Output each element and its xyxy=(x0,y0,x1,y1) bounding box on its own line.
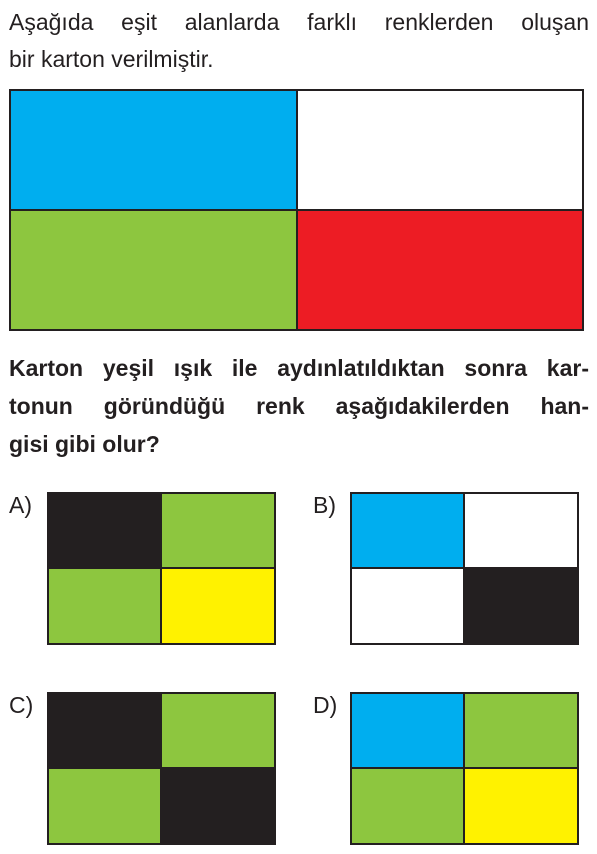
carton-top-right-cell xyxy=(298,91,582,211)
question-line-1: Karton yeşil ışık ile aydınlatıldıktan sonra kar- xyxy=(9,355,589,381)
option-b-top-right-cell xyxy=(465,494,577,569)
option-d-top-right-cell xyxy=(465,694,577,769)
option-a-top-right-cell xyxy=(162,494,274,569)
option-c-grid[interactable] xyxy=(47,692,276,845)
option-c-label[interactable]: C) xyxy=(9,692,34,718)
option-b-label[interactable]: B) xyxy=(313,492,336,518)
question-text xyxy=(9,349,589,463)
option-a-label[interactable]: A) xyxy=(9,492,32,518)
carton-diagram xyxy=(9,89,584,331)
carton-bottom-right-cell xyxy=(298,211,582,329)
option-c-bottom-right-cell xyxy=(162,769,274,843)
option-c-top-right-cell xyxy=(162,694,274,769)
option-b-bottom-left-cell xyxy=(352,569,465,643)
option-d-bottom-right-cell xyxy=(465,769,577,843)
option-c-bottom-left-cell xyxy=(49,769,162,843)
option-d-bottom-left-cell xyxy=(352,769,465,843)
option-d-top-left-cell xyxy=(352,694,465,769)
intro-line-1: Aşağıda eşit alanlarda farklı renklerden oluşan xyxy=(9,9,589,35)
option-b-grid[interactable] xyxy=(350,492,579,645)
carton-top-left-cell xyxy=(11,91,298,211)
option-d-grid[interactable] xyxy=(350,692,579,845)
option-b-top-left-cell xyxy=(352,494,465,569)
option-a-grid[interactable] xyxy=(47,492,276,645)
question-line-2: tonun göründüğü renk aşağıdakilerden han- xyxy=(9,393,589,419)
intro-line-2: bir karton verilmiştir. xyxy=(9,46,214,72)
carton-bottom-left-cell xyxy=(11,211,298,329)
question-line-3: gisi gibi olur? xyxy=(9,431,160,457)
option-b-bottom-right-cell xyxy=(465,569,577,643)
option-c-top-left-cell xyxy=(49,694,162,769)
option-a-bottom-left-cell xyxy=(49,569,162,643)
intro-text xyxy=(9,4,589,78)
option-a-bottom-right-cell xyxy=(162,569,274,643)
option-d-label[interactable]: D) xyxy=(313,692,338,718)
option-a-top-left-cell xyxy=(49,494,162,569)
